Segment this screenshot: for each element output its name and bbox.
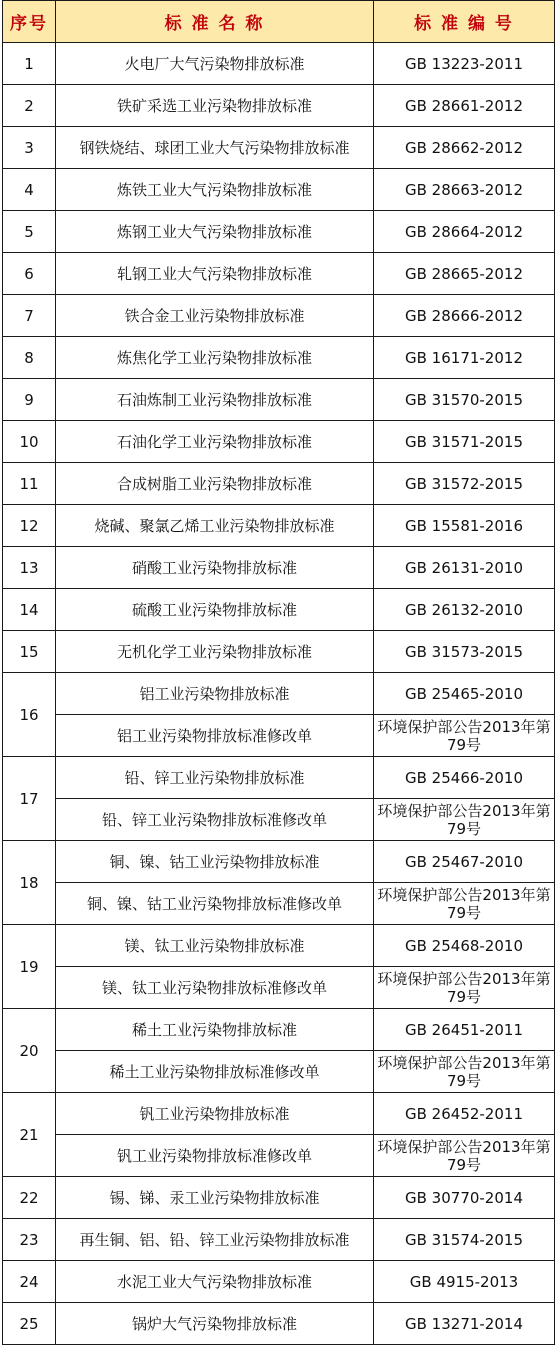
table-row [3, 673, 555, 715]
row-seq: 18 [3, 841, 56, 925]
standard-name: 钒工业污染物排放标准修改单 [56, 1135, 374, 1177]
table-row [3, 799, 555, 841]
row-seq: 20 [3, 1009, 56, 1093]
standard-name: 锡、锑、汞工业污染物排放标准 [56, 1177, 374, 1219]
standard-name: 炼焦化学工业污染物排放标准 [56, 337, 374, 379]
row-seq: 3 [3, 127, 56, 169]
table-row [3, 421, 555, 463]
table-row [3, 589, 555, 631]
table-row [3, 1303, 555, 1345]
standard-name: 合成树脂工业污染物排放标准 [56, 463, 374, 505]
row-seq: 21 [3, 1093, 56, 1177]
table-row [3, 883, 555, 925]
row-seq: 22 [3, 1177, 56, 1219]
table-row [3, 211, 555, 253]
standard-code: GB 4915-2013 [374, 1261, 555, 1303]
standard-code: 环境保护部公告2013年第79号 [374, 883, 555, 925]
standard-name: 钒工业污染物排放标准 [56, 1093, 374, 1135]
row-seq: 12 [3, 505, 56, 547]
row-seq: 24 [3, 1261, 56, 1303]
standard-code: 环境保护部公告2013年第79号 [374, 1051, 555, 1093]
standard-name: 铅、锌工业污染物排放标准 [56, 757, 374, 799]
standard-name: 铜、镍、钴工业污染物排放标准 [56, 841, 374, 883]
standard-code: 环境保护部公告2013年第79号 [374, 799, 555, 841]
standard-code: GB 28661-2012 [374, 85, 555, 127]
standard-code: 环境保护部公告2013年第79号 [374, 1135, 555, 1177]
standard-code: GB 13223-2011 [374, 43, 555, 85]
table-row [3, 1051, 555, 1093]
row-seq: 9 [3, 379, 56, 421]
table-row [3, 1177, 555, 1219]
standard-name: 镁、钛工业污染物排放标准 [56, 925, 374, 967]
standard-code: GB 15581-2016 [374, 505, 555, 547]
standard-code: GB 16171-2012 [374, 337, 555, 379]
table-row [3, 463, 555, 505]
standard-code: GB 31571-2015 [374, 421, 555, 463]
standard-code: GB 25465-2010 [374, 673, 555, 715]
standard-code: 环境保护部公告2013年第79号 [374, 715, 555, 757]
table-row [3, 43, 555, 85]
header-code: 标 准 编 号 [374, 1, 555, 43]
row-seq: 25 [3, 1303, 56, 1345]
standard-name: 铅、锌工业污染物排放标准修改单 [56, 799, 374, 841]
standard-code: GB 31574-2015 [374, 1219, 555, 1261]
table-row [3, 127, 555, 169]
standard-name: 稀土工业污染物排放标准 [56, 1009, 374, 1051]
standard-name: 火电厂大气污染物排放标准 [56, 43, 374, 85]
table-row [3, 1219, 555, 1261]
header-name: 标 准 名 称 [56, 1, 374, 43]
row-seq: 1 [3, 43, 56, 85]
row-seq: 8 [3, 337, 56, 379]
standard-name: 烧碱、聚氯乙烯工业污染物排放标准 [56, 505, 374, 547]
row-seq: 5 [3, 211, 56, 253]
table-row [3, 967, 555, 1009]
table-row [3, 757, 555, 799]
standard-code: GB 31570-2015 [374, 379, 555, 421]
standard-name: 无机化学工业污染物排放标准 [56, 631, 374, 673]
standard-code: GB 31572-2015 [374, 463, 555, 505]
row-seq: 13 [3, 547, 56, 589]
standard-code: GB 26451-2011 [374, 1009, 555, 1051]
standard-code: GB 28664-2012 [374, 211, 555, 253]
standard-name: 炼钢工业大气污染物排放标准 [56, 211, 374, 253]
row-seq: 17 [3, 757, 56, 841]
standard-name: 水泥工业大气污染物排放标准 [56, 1261, 374, 1303]
standard-code: GB 25468-2010 [374, 925, 555, 967]
standard-code: GB 28662-2012 [374, 127, 555, 169]
row-seq: 6 [3, 253, 56, 295]
table-row [3, 1093, 555, 1135]
standard-code: GB 30770-2014 [374, 1177, 555, 1219]
table-row [3, 505, 555, 547]
standard-name: 铁合金工业污染物排放标准 [56, 295, 374, 337]
standard-name: 石油化学工业污染物排放标准 [56, 421, 374, 463]
standards-table [2, 0, 555, 1345]
row-seq: 23 [3, 1219, 56, 1261]
standard-name: 钢铁烧结、球团工业大气污染物排放标准 [56, 127, 374, 169]
row-seq: 11 [3, 463, 56, 505]
standard-name: 硫酸工业污染物排放标准 [56, 589, 374, 631]
table-row [3, 379, 555, 421]
standard-code: GB 28665-2012 [374, 253, 555, 295]
standard-name: 稀土工业污染物排放标准修改单 [56, 1051, 374, 1093]
row-seq: 14 [3, 589, 56, 631]
table-row [3, 337, 555, 379]
table-row [3, 715, 555, 757]
standard-name: 再生铜、铝、铅、锌工业污染物排放标准 [56, 1219, 374, 1261]
standard-code: GB 28666-2012 [374, 295, 555, 337]
standard-name: 硝酸工业污染物排放标准 [56, 547, 374, 589]
row-seq: 4 [3, 169, 56, 211]
table-row [3, 631, 555, 673]
standard-name: 炼铁工业大气污染物排放标准 [56, 169, 374, 211]
table-row [3, 841, 555, 883]
table-row [3, 547, 555, 589]
standard-name: 铁矿采选工业污染物排放标准 [56, 85, 374, 127]
table-body [3, 43, 555, 1345]
standard-name: 锅炉大气污染物排放标准 [56, 1303, 374, 1345]
row-seq: 16 [3, 673, 56, 757]
standard-code: GB 25467-2010 [374, 841, 555, 883]
standard-code: GB 31573-2015 [374, 631, 555, 673]
standard-code: 环境保护部公告2013年第79号 [374, 967, 555, 1009]
standard-name: 轧钢工业大气污染物排放标准 [56, 253, 374, 295]
table-row [3, 1135, 555, 1177]
table-row [3, 295, 555, 337]
row-seq: 7 [3, 295, 56, 337]
table-row [3, 253, 555, 295]
table-row [3, 1261, 555, 1303]
header-seq: 序号 [3, 1, 56, 43]
standard-code: GB 25466-2010 [374, 757, 555, 799]
standard-code: GB 28663-2012 [374, 169, 555, 211]
standard-code: GB 26452-2011 [374, 1093, 555, 1135]
standard-name: 铝工业污染物排放标准 [56, 673, 374, 715]
standard-code: GB 26132-2010 [374, 589, 555, 631]
table-row [3, 925, 555, 967]
table-header-row [3, 1, 555, 43]
row-seq: 10 [3, 421, 56, 463]
row-seq: 19 [3, 925, 56, 1009]
table-row [3, 169, 555, 211]
standard-code: GB 13271-2014 [374, 1303, 555, 1345]
standard-name: 镁、钛工业污染物排放标准修改单 [56, 967, 374, 1009]
standard-name: 铜、镍、钴工业污染物排放标准修改单 [56, 883, 374, 925]
standard-name: 石油炼制工业污染物排放标准 [56, 379, 374, 421]
table-row [3, 1009, 555, 1051]
table-row [3, 85, 555, 127]
standard-name: 铝工业污染物排放标准修改单 [56, 715, 374, 757]
standard-code: GB 26131-2010 [374, 547, 555, 589]
row-seq: 2 [3, 85, 56, 127]
row-seq: 15 [3, 631, 56, 673]
